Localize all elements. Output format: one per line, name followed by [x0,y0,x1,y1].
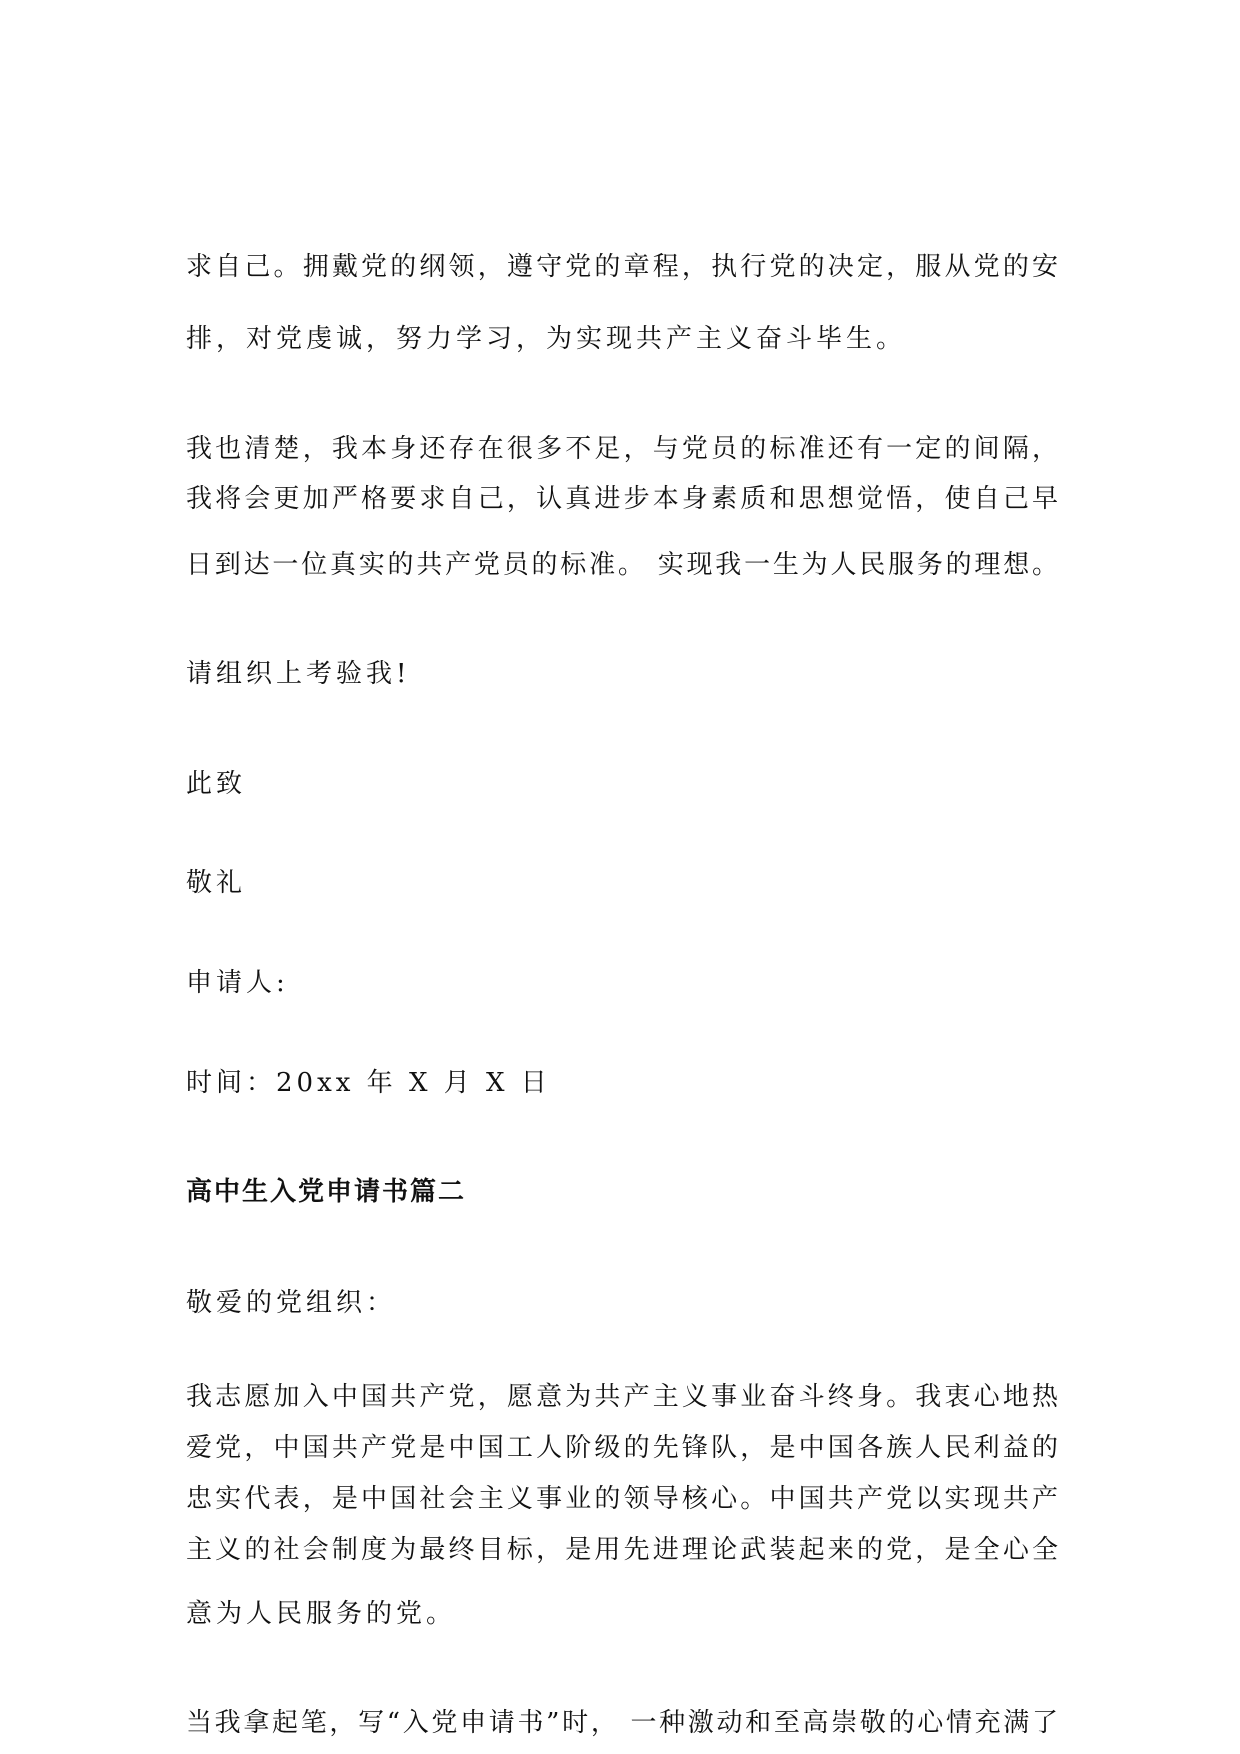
section-title: 高中生入党申请书篇二 [186,1177,467,1207]
paragraph-line: 当我拿起笔，写“入党申请书”时， 一种激动和至高崇敬的心情充满了 [186,1708,1058,1738]
paragraph-line: 主义的社会制度为最终目标，是用先进理论武装起来的党，是全心全 [186,1535,1058,1565]
paragraph-line: 排，对党虔诚，努力学习，为实现共产主义奋斗毕生。 [186,324,907,354]
paragraph-line: 忠实代表，是中国社会主义事业的领导核心。中国共产党以实现共产 [186,1484,1058,1514]
paragraph-line: 爱党，中国共产党是中国工人阶级的先锋队，是中国各族人民利益的 [186,1433,1058,1463]
paragraph-line: 我也清楚，我本身还存在很多不足，与党员的标准还有一定的间隔， [186,434,1058,464]
paragraph-line: 请组织上考验我! [186,659,411,689]
paragraph-line: 求自己。拥戴党的纲领，遵守党的章程，执行党的决定，服从党的安 [186,252,1058,282]
closing-line: 敬礼 [186,868,247,898]
date-line: 时间：20xx 年 X 月 X 日 [186,1068,551,1098]
paragraph-line: 日到达一位真实的共产党员的标准。 实现我一生为人民服务的理想。 [186,550,1058,580]
paragraph-line: 意为人民服务的党。 [186,1599,457,1629]
closing-line: 此致 [186,769,247,799]
paragraph-line: 我将会更加严格要求自己，认真进步本身素质和思想觉悟，使自己早 [186,484,1058,514]
salutation: 敬爱的党组织： [186,1288,397,1318]
paragraph-line: 我志愿加入中国共产党，愿意为共产主义事业奋斗终身。我衷心地热 [186,1382,1058,1412]
applicant-label: 申请人: [186,968,289,998]
